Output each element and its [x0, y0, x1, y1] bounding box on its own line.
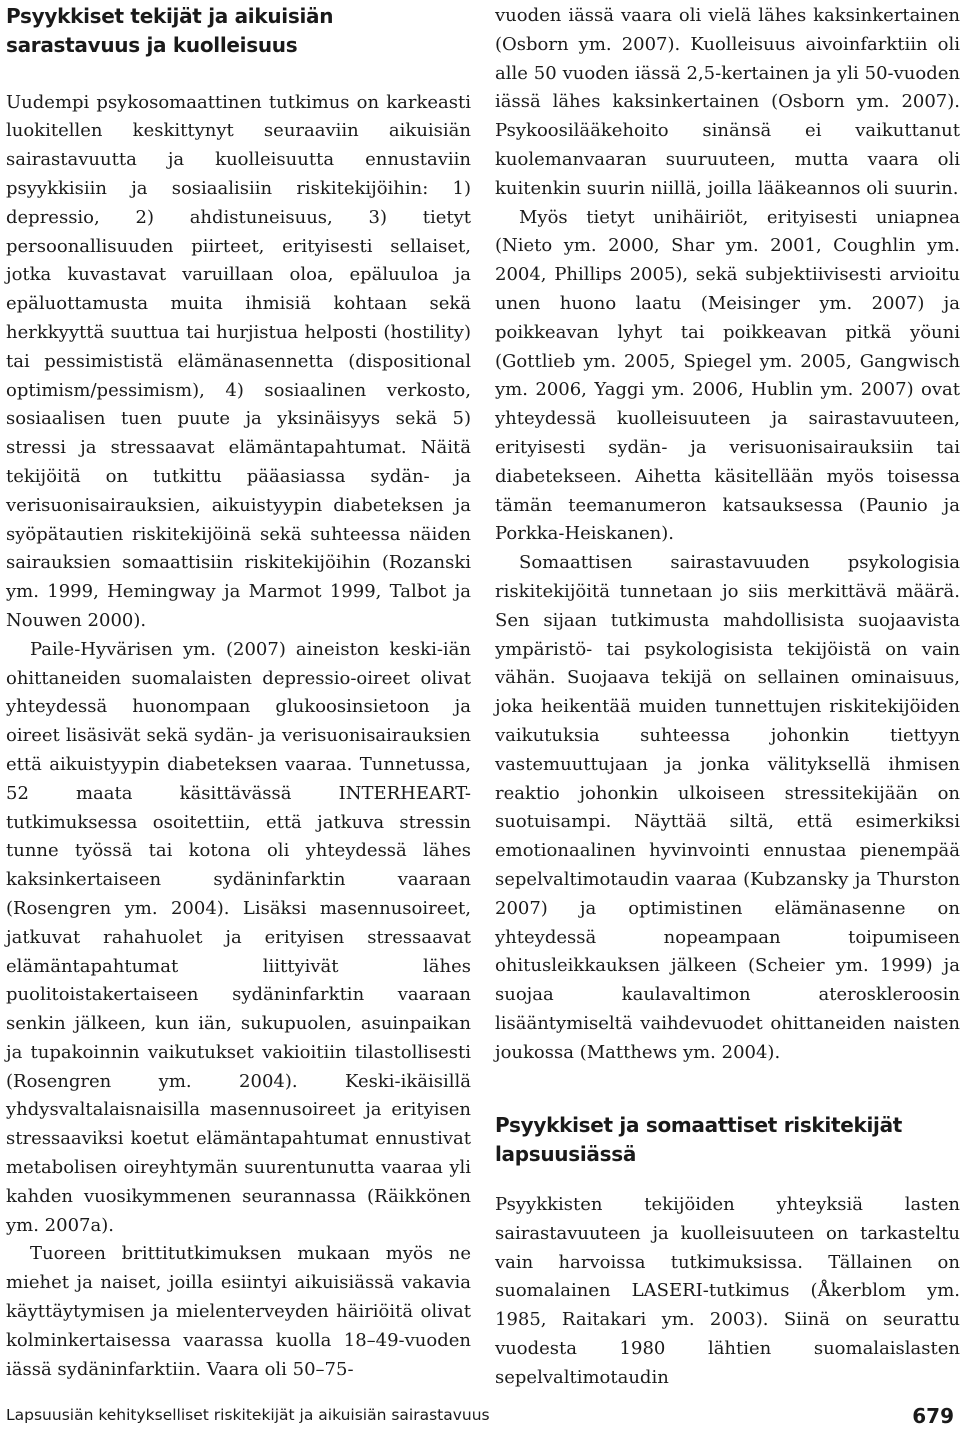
- paragraph: Uudempi psykosomaattinen tutkimus on karkeasti luokitellen keskittynyt seuraaviin aikuisiän sairastavuutta ja kuolleisuutta ennustaviin psyykkisiin ja sosiaalisiin riskitekijöihin: 1) depressio, 2) ahdistuneisuus, 3) tietyt persoonallisuuden piirteet, erityisesti sellaiset, jotka kuvastavat varuillaan oloa, epäluuloa ja epäluottamusta muita ihmisiä kohtaan sekä herkkyyttä suuttua tai hurjistua helposti (hostility) tai pessimististä elämänasennetta (dispositional optimism/pessimism), 4) sosiaalinen verkosto, sosiaalisen tuen puute ja yksinäisyys sekä 5) stressi ja stressaavat elämäntapahtumat. Näitä tekijöitä on tutkittu pääasiassa sydän- ja verisuonisairauksien, aikuistyypin diabeteksen ja syöpätautien riskitekijöinä sekä suhteessa näiden sairauksien somaattisiin riskitekijöihin (Rozanski ym. 1999, Hemingway ja Marmot 1999, Talbot ja Nouwen 2000).: [6, 91, 471, 631]
- running-title: Lapsuusiän kehitykselliset riskitekijät ja aikuisiän sairastavuus: [6, 1406, 490, 1424]
- paragraph: Tuoreen brittitutkimuksen mukaan myös ne miehet ja naiset, joilla esiintyi aikuisiässä vakavia käyttäytymisen ja mielenterveyden häiriöitä olivat kolminkertaisessa vaarassa kuolla 18–49-vuoden iässä sydäninfarktiin. Vaara oli 50–75-: [6, 1243, 471, 1380]
- left-column: [6, 2, 471, 1384]
- paragraph: Psyykkisten tekijöiden yhteyksiä lasten sairastavuuteen ja kuolleisuuteen on tarkasteltu vain harvoissa tutkimuksissa. Tällainen on suomalainen LASERI-tutkimus (Åkerblom ym. 1985, Raitakari ym. 2003). Siinä on seurattu vuodesta 1980 lähtien suomalaislasten sepelvaltimotaudin: [495, 1194, 960, 1388]
- paragraph: Paile-Hyvärisen ym. (2007) aineiston keski-iän ohittaneiden suomalaisten depressio-oireet olivat yhteydessä huonompaan glukoosinsietoon ja oireet lisäsivät sekä sydän- ja verisuonisairauksien että aikuistyypin diabeteksen vaaraa. Tunnetussa, 52 maata käsittävässä INTERHEART-tutkimuksessa osoitettiin, että jatkuva stressin tunne työssä tai kotona oli yhteydessä lähes kaksinkertaiseen sydäninfarktin vaaraan (Rosengren ym. 2004). Lisäksi masennusoireet, jatkuvat rahahuolet ja erityisen stressaavat elämäntapahtumat liittyivät lähes puolitoistakertaiseen sydäninfarktin vaaraan senkin jälkeen, kun iän, sukupuolen, asuinpaikan ja tupakoinnin vaikutukset vakioitiin tilastollisesti (Rosengren ym. 2004). Keski-ikäisillä yhdysvaltalaisnaisilla masennusoireet ja erityisen stressaaviksi koetut elämäntapahtumat ennustivat metabolisen oireyhtymän suurentunutta vaaraa yli kahden vuosikymmenen seurannassa (Räikkönen ym. 2007a).: [6, 638, 471, 1236]
- paragraph: vuoden iässä vaara oli vielä lähes kaksinkertainen (Osborn ym. 2007). Kuolleisuus aivoinfarktiin oli alle 50 vuoden iässä 2,5-kertainen ja yli 50-vuoden iässä lähes kaksinkertainen (Osborn ym. 2007). Psykoosilääkehoito sinänsä ei vaikuttanut kuolemanvaaran suuruuteen, mutta vaara oli kuitenkin suurin niillä, joilla lääkeannos oli suurin.: [495, 5, 960, 199]
- section-heading-adult: Psyykkiset tekijät ja aikuisiän sarastavuus ja kuolleisuus: [6, 4, 334, 57]
- paragraph: Myös tietyt unihäiriöt, erityisesti uniapnea (Nieto ym. 2000, Shar ym. 2001, Coughlin ym. 2004, Phillips 2005), sekä subjektiivisesti arvioitu unen huono laatu (Meisinger ym. 2007) ja poikkeavan lyhyt tai poikkeavan pitkä yöuni (Gottlieb ym. 2005, Spiegel ym. 2005, Gangwisch ym. 2006, Yaggi ym. 2006, Hublin ym. 2007) ovat yhteydessä kuolleisuuteen ja sairastavuuteen, erityisesti sydän- ja verisuonisairauksiin tai diabetekseen. Aihetta käsitellään myös toisessa tämän teemanumeron katsauksessa (Paunio ja Porkka-Heiskanen).: [495, 206, 960, 545]
- page-footer: [6, 1404, 954, 1428]
- page-number: 679: [912, 1404, 954, 1428]
- paragraph: Somaattisen sairastavuuden psykologisia riskitekijöitä tunnetaan jo siis merkittävä määrä. Sen sijaan tutkimusta mahdollisista suojaavista ympäristö- tai psykologisista tekijöistä on vain vähän. Suojaava tekijä on sellainen ominaisuus, joka heikentää muiden tunnettujen riskitekijöiden vaikutuksia suhteessa johonkin tiettyyn vastemuuttujaan ja jonka välityksellä ihmisen reaktio johonkin ulkoiseen stressitekijään on suotuisampi. Näyttää siltä, että esimerkiksi emotionaalinen hyvinvointi ennustaa pienempää sepelvaltimotaudin vaaraa (Kubzansky ja Thurston 2007) ja optimistinen elämänasenne on yhteydessä nopeampaan toipumiseen ohitusleikkauksen jälkeen (Scheier ym. 1999) ja suojaa kaulavaltimon ateroskleroosin lisääntymiseltä vaihdevuodet ohittaneiden naisten joukossa (Matthews ym. 2004).: [495, 552, 960, 1063]
- right-column: [495, 2, 960, 1393]
- section-heading-childhood: Psyykkiset ja somaattiset riskitekijät lapsuusiässä: [495, 1113, 903, 1167]
